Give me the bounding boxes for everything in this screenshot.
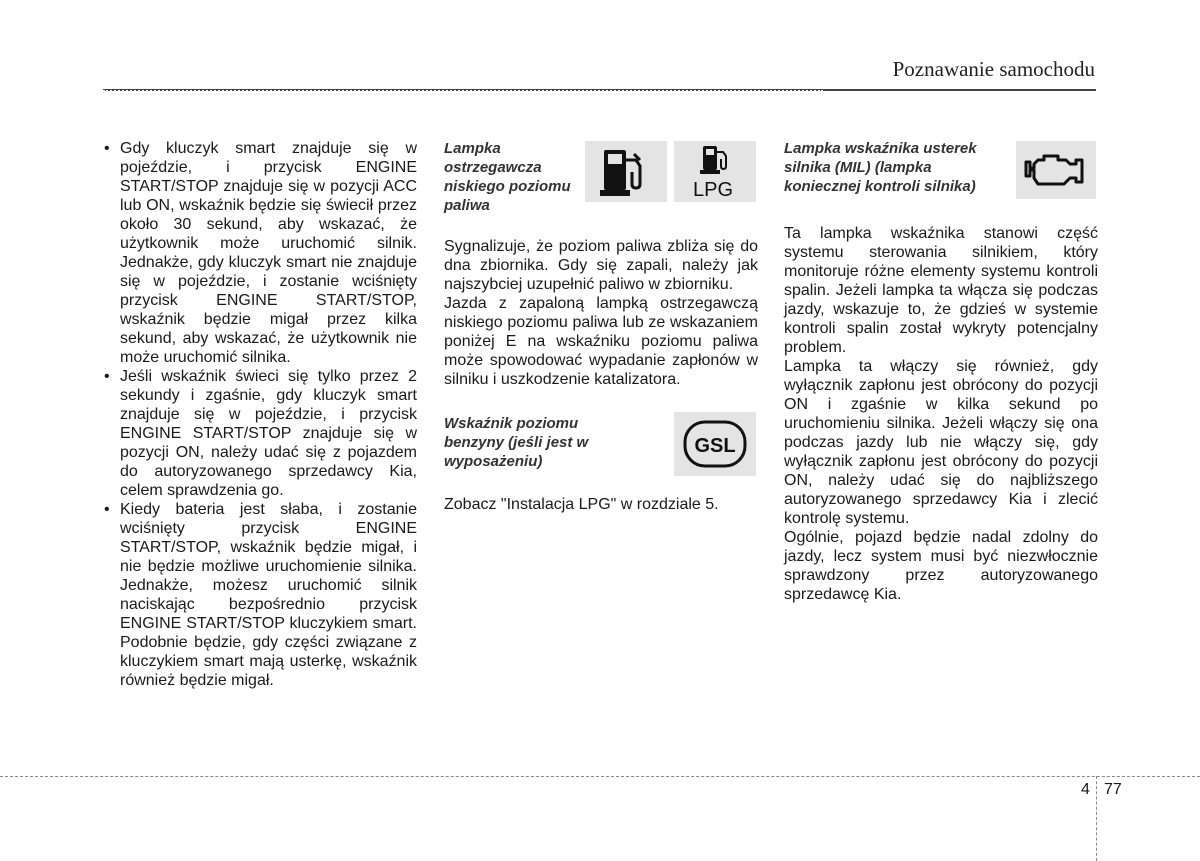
gsl-label: GSL — [694, 435, 736, 457]
bullet-list — [103, 139, 417, 690]
gsl-title: Wskaźnik poziomu benzyny (jeśli jest w wyposażeniu) — [444, 415, 589, 470]
column-3 — [784, 139, 1098, 604]
gsl-icon — [674, 412, 756, 476]
fuel-warning-text-1: Sygnalizuje, że poziom paliwa zbliża się do dna zbiornika. Gdy się zapali, należy jak najszybciej uzupełnić paliwo w zbiorniku. — [444, 238, 758, 293]
check-engine-icon — [1016, 141, 1096, 199]
mil-title: Lampka wskaźnika usterek silnika (MIL) (lampka koniecznej kontroli silnika) — [784, 140, 977, 195]
gsl-text: Zobacz "Instalacja LPG" w rozdziale 5. — [444, 496, 719, 513]
header-rule-dots — [103, 90, 823, 92]
page-header-title: Poznawanie samochodu — [892, 57, 1095, 81]
gsl-header — [444, 414, 758, 495]
fuel-warning-title: Lampka ostrzegawcza niskiego poziomu paliwa — [444, 140, 571, 214]
page-number: 77 — [1104, 781, 1122, 798]
mil-text-2: Lampka ta włączy się również, gdy wyłącznik zapłonu jest obrócony do pozycji ON i zgaśnie w kilka sekund po uruchomieniu silnika. Jeżeli włączy się ona podczas jazdy lub nie włączy się, gdy wyłącznik zapłonu jest obrócony do pozycji ON, należy udać się do najbliższego autoryzowanego sprzedawcy Kia i zlecić kontrolę systemu. — [784, 358, 1098, 527]
bullet-item: • Kiedy bateria jest słaba, i zostanie wciśnięty przycisk ENGINE START/STOP, wskaźnik będzie migał, i nie będzie możliwe uruchomienie silnika. Jednakże, możesz uruchomić silnik naciskając bezpośrednio przycisk ENGINE START/STOP kluczykiem smart. Podobnie będzie, gdy części związane z kluczykiem smart mają usterkę, wskaźnik również będzie migał. — [103, 500, 417, 690]
mil-text-1: Ta lampka wskaźnika stanowi część systemu sterowania silnikiem, który monitoruje różne elementy systemu kontroli spalin. Jeżeli lampka ta włącza się podczas jazdy, wskazuje to, że gdzieś w systemie kontroli spalin został wykryty potencjalny problem. — [784, 225, 1098, 356]
bullet-item: • Jeśli wskaźnik świeci się tylko przez 2 sekundy i zgaśnie, gdy kluczyk smart znajduje się w pojeździe, i przycisk ENGINE START/STOP znajduje się w pozycji ON, należy udać się z pojazdem do autoryzowanego sprzedawcy Kia, celem sprawdzenia go. — [103, 367, 417, 500]
chapter-number: 4 — [1081, 781, 1090, 798]
footer-rule — [0, 776, 1200, 777]
fuel-warning-header — [444, 139, 758, 237]
column-1 — [103, 139, 417, 690]
fuel-pump-icon — [585, 141, 667, 202]
column-2 — [444, 139, 758, 514]
lpg-label: LPG — [692, 178, 734, 200]
mil-header — [784, 139, 1098, 224]
mil-text-3: Ogólnie, pojazd będzie nadal zdolny do jazdy, lecz system musi być niezwłocznie sprawdzony przez autoryzowanego sprzedawcę Kia. — [784, 529, 1098, 603]
footer-separator — [1096, 776, 1097, 861]
lpg-fuel-icon — [674, 141, 756, 202]
bullet-item: • Gdy kluczyk smart znajduje się w pojeździe, i przycisk ENGINE START/STOP znajduje się w pozycji ACC lub ON, wskaźnik będzie się świecił przez około 30 sekund, aby wskazać, że użytkownik może uruchomić silnik. Jednakże, gdy kluczyk smart nie znajduje się w pojeździe, i zostanie wciśnięty przycisk ENGINE START/STOP, wskaźnik będzie migał przez kilka sekund, aby wskazać, że użytkownik nie może uruchomić silnika. — [103, 139, 417, 367]
fuel-warning-text-2: Jazda z zapaloną lampką ostrzegawczą niskiego poziomu paliwa lub ze wskazaniem poniżej E na wskaźniku poziomu paliwa może spowodować wypadanie zapłonów w silniku i uszkodzenie katalizatora. — [444, 295, 758, 388]
